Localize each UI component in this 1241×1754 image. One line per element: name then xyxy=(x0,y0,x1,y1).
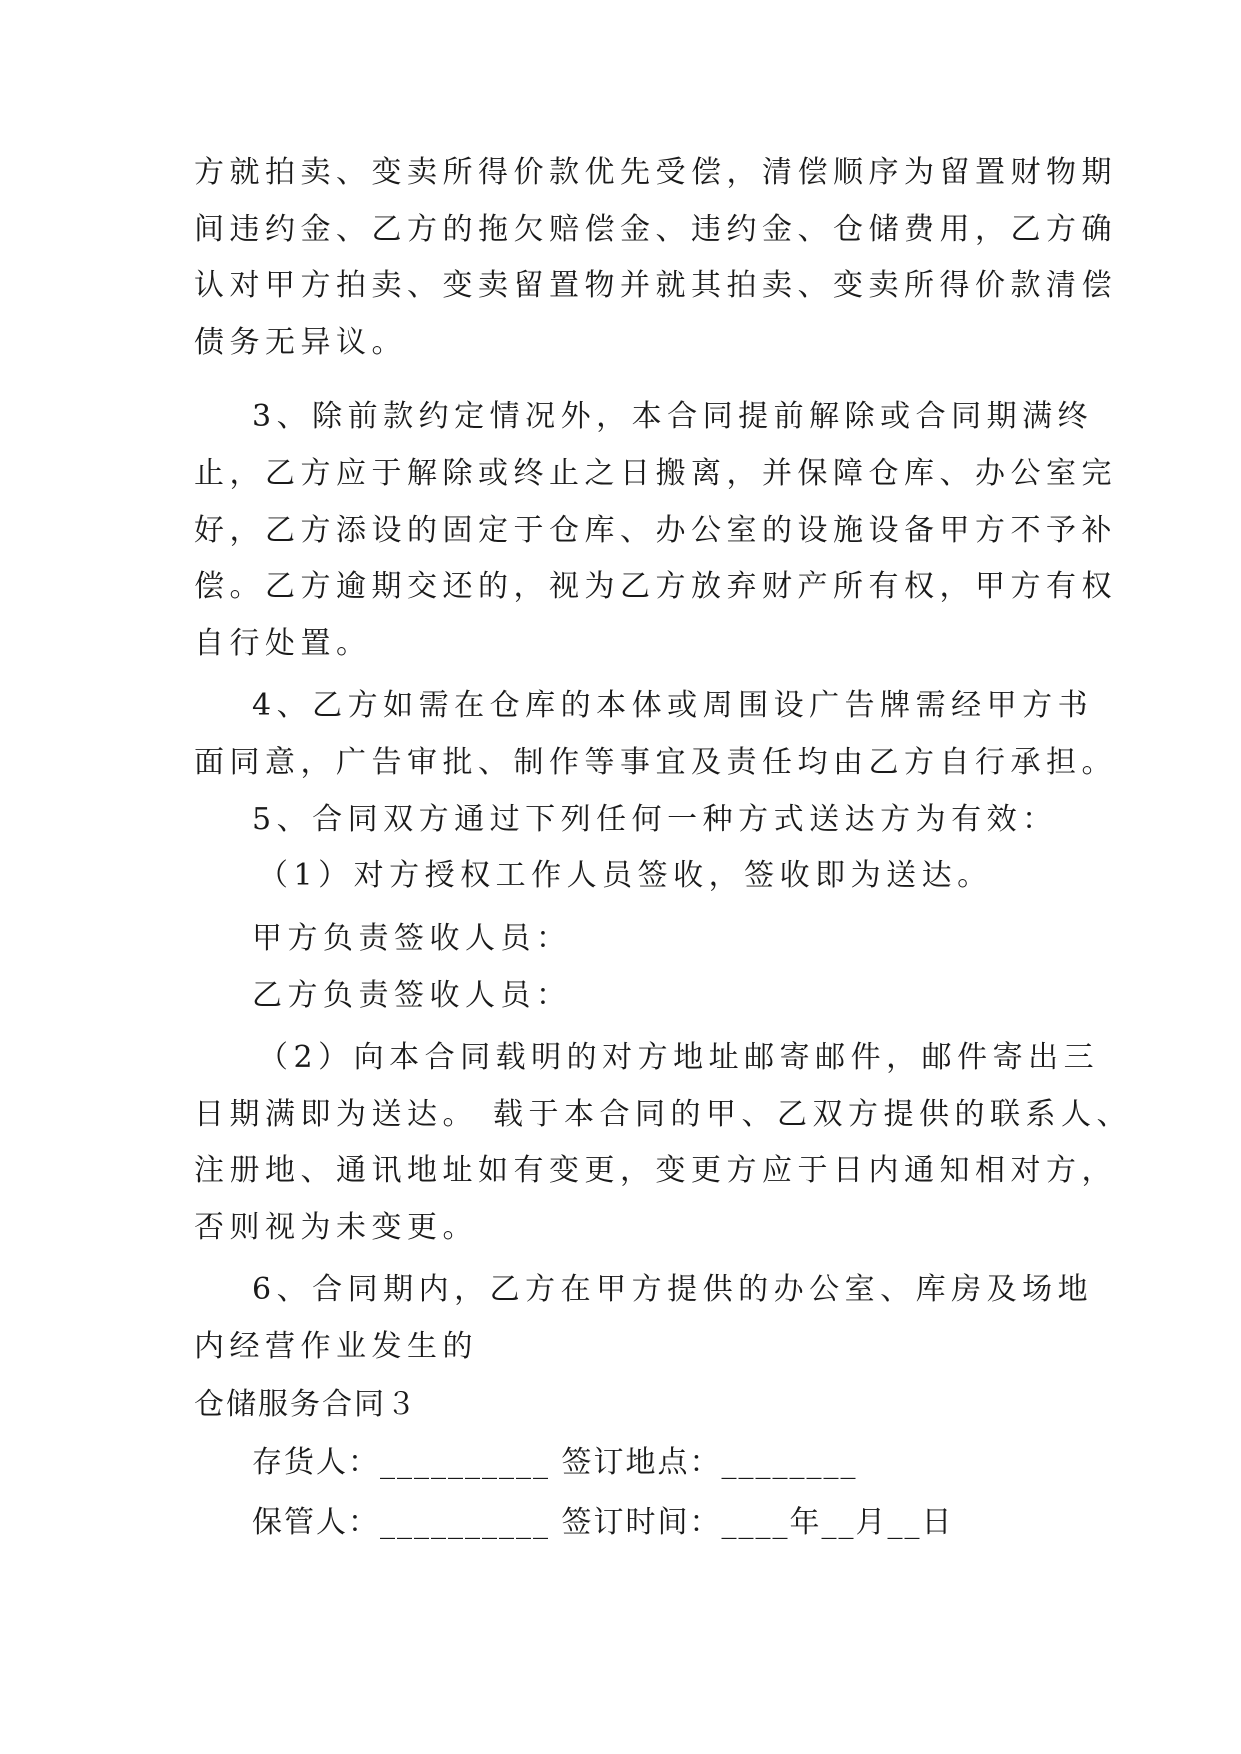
text-line: 自行处置。 xyxy=(194,626,372,661)
text-line: （2）向本合同载明的对方地址邮寄邮件，邮件寄出三 xyxy=(258,1040,1100,1075)
text-line: 止，乙方应于解除或终止之日搬离，并保障仓库、办公室完 xyxy=(194,456,1117,491)
text-line: 甲方负责签收人员： xyxy=(252,921,572,956)
text-line: 否则视为未变更。 xyxy=(194,1210,478,1245)
text-line: （1）对方授权工作人员签收，签收即为送达。 xyxy=(258,858,993,893)
section-title: 仓储服务合同３ xyxy=(194,1387,418,1422)
text-line: 4、乙方如需在仓库的本体或周围设广告牌需经甲方书 xyxy=(252,688,1094,723)
text-line: 方就拍卖、变卖所得价款优先受偿，清偿顺序为留置财物期 xyxy=(194,155,1117,190)
text-line: 间违约金、乙方的拖欠赔偿金、违约金、仓储费用，乙方确 xyxy=(194,212,1117,247)
text-line: 乙方负责签收人员： xyxy=(252,978,572,1013)
text-line: 5、合同双方通过下列任何一种方式送达方为有效： xyxy=(252,802,1058,837)
text-line: 好，乙方添设的固定于仓库、办公室的设施设备甲方不予补 xyxy=(194,513,1117,548)
text-line: 面同意，广告审批、制作等事宜及责任均由乙方自行承担。 xyxy=(194,745,1117,780)
text-line: 3、除前款约定情况外，本合同提前解除或合同期满终 xyxy=(252,399,1094,434)
text-line: 注册地、通讯地址如有变更，变更方应于日内通知相对方， xyxy=(194,1153,1117,1188)
depositor-line: 存货人：__________ 签订地点：________ xyxy=(252,1445,858,1480)
text-line: 偿。乙方逾期交还的，视为乙方放弃财产所有权，甲方有权 xyxy=(194,569,1117,604)
text-line: 认对甲方拍卖、变卖留置物并就其拍卖、变卖所得价款清偿 xyxy=(194,268,1117,303)
text-line: 内经营作业发生的 xyxy=(194,1329,478,1364)
text-line: 6、合同期内，乙方在甲方提供的办公室、库房及场地 xyxy=(252,1272,1094,1307)
text-line: 债务无异议。 xyxy=(194,325,407,360)
custodian-line: 保管人：__________ 签订时间：____年__月__日 xyxy=(252,1505,954,1540)
text-line: 日期满即为送达。 载于本合同的甲、乙双方提供的联系人、 xyxy=(194,1097,1133,1132)
